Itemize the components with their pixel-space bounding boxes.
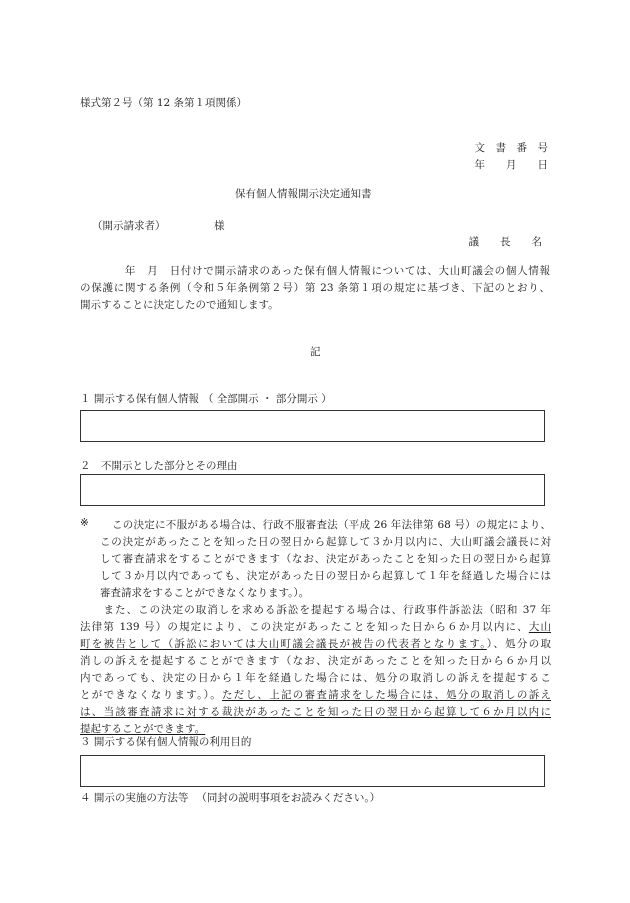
note-paragraph-2 xyxy=(80,602,551,738)
note-line: して審査請求をすることができます（なお、決定があったことを知った日の翌日から起算 xyxy=(100,553,551,565)
note-line: この決定があったことを知った日の翌日から起算して３か月以内に、大山町議会議長に対 xyxy=(100,536,551,548)
section4-title: ４ 開示の実施の方法等 xyxy=(80,792,189,804)
note-text: ）、処分の取 xyxy=(486,638,552,650)
disclosure-options[interactable]: （ 全部開示 ・ 部分開示 ） xyxy=(202,393,332,405)
note-text: 法律第 139 号）の規定により、この決定があったことを知った日から６か月以内に、 xyxy=(80,621,529,633)
recipient-honorific: 様 xyxy=(214,220,225,232)
recipient-label: （開示請求者） xyxy=(92,220,166,232)
note-line xyxy=(80,636,551,653)
document-title: 保有個人情報開示決定通知書 xyxy=(235,188,372,200)
section1-title: １ 開示する保有個人情報 xyxy=(80,393,199,405)
section2-input-box[interactable] xyxy=(80,474,545,506)
note-line: は、当該審査請求に対する裁決があったことを知った日の翌日から起算して６か月以内に xyxy=(80,706,551,718)
section3-label: ３ 開示する保有個人情報の利用目的 xyxy=(80,736,252,748)
note-line: 提起することができます。 xyxy=(80,723,206,735)
note-line xyxy=(80,619,551,636)
note-line: して３か月以内であっても、決定があった日の翌日から起算して１年を経過した場合には xyxy=(100,570,551,582)
note-underlined: 訴訟においては大山町議会議長が被告の代表者となります。 xyxy=(174,638,487,650)
note-underlined: 町を被告として（ xyxy=(80,638,175,650)
section2-label: ２ 不開示とした部分とその理由 xyxy=(80,460,238,472)
note-line: この決定に不服がある場合は、行政不服審査法（平成 26 年法律第 68 号）の規定により、 xyxy=(112,519,551,531)
chairman-name: 議 長 名 xyxy=(468,236,542,248)
note-paragraph-1 xyxy=(100,517,551,602)
issue-date: 年 月 日 xyxy=(474,159,548,171)
note-mark: ※ xyxy=(80,517,89,529)
note-underlined: 大山 xyxy=(528,621,551,633)
note-line xyxy=(80,687,551,704)
form-id: 様式第２号（第 12 条第１項関係） xyxy=(80,97,248,109)
intro-line: 開示することに決定したので通知します。 xyxy=(80,299,279,311)
section4-label xyxy=(80,790,380,805)
note-line: 内であっても、決定の日から１年を経過した場合には、処分の取消しの訴えを提起するこ xyxy=(80,672,551,684)
note-text: とができなくなります。）。 xyxy=(80,689,223,701)
section4-note: （同封の説明事項をお読みください。） xyxy=(196,792,381,804)
intro-line: の保護に関する条例（令和５年条例第２号）第 23 条第１項の規定に基づき、下記のとおり、 xyxy=(80,282,550,294)
intro-line: 年 月 日付けで開示請求のあった保有個人情報については、大山町議会の個人情報 xyxy=(80,265,550,277)
note-underlined: ただし、上記の審査請求をした場合には、処分の取消しの訴え xyxy=(222,689,551,701)
ki-heading: 記 xyxy=(310,346,321,358)
section1-label xyxy=(80,391,332,406)
section3-input-box[interactable] xyxy=(80,755,545,787)
note-line: また、この決定の取消しを求める訴訟を提起する場合は、行政事件訴訟法（昭和 37 年 xyxy=(92,604,551,616)
note-line: 審査請求をすることができなくなります。）。 xyxy=(100,587,310,599)
intro-paragraph xyxy=(80,263,550,314)
section1-input-box[interactable] xyxy=(80,410,545,442)
note-line: 消しの訴えを提起することができます（なお、決定があったことを知った日から６か月以 xyxy=(80,655,551,667)
document-number: 文 書 番 号 xyxy=(474,142,548,154)
